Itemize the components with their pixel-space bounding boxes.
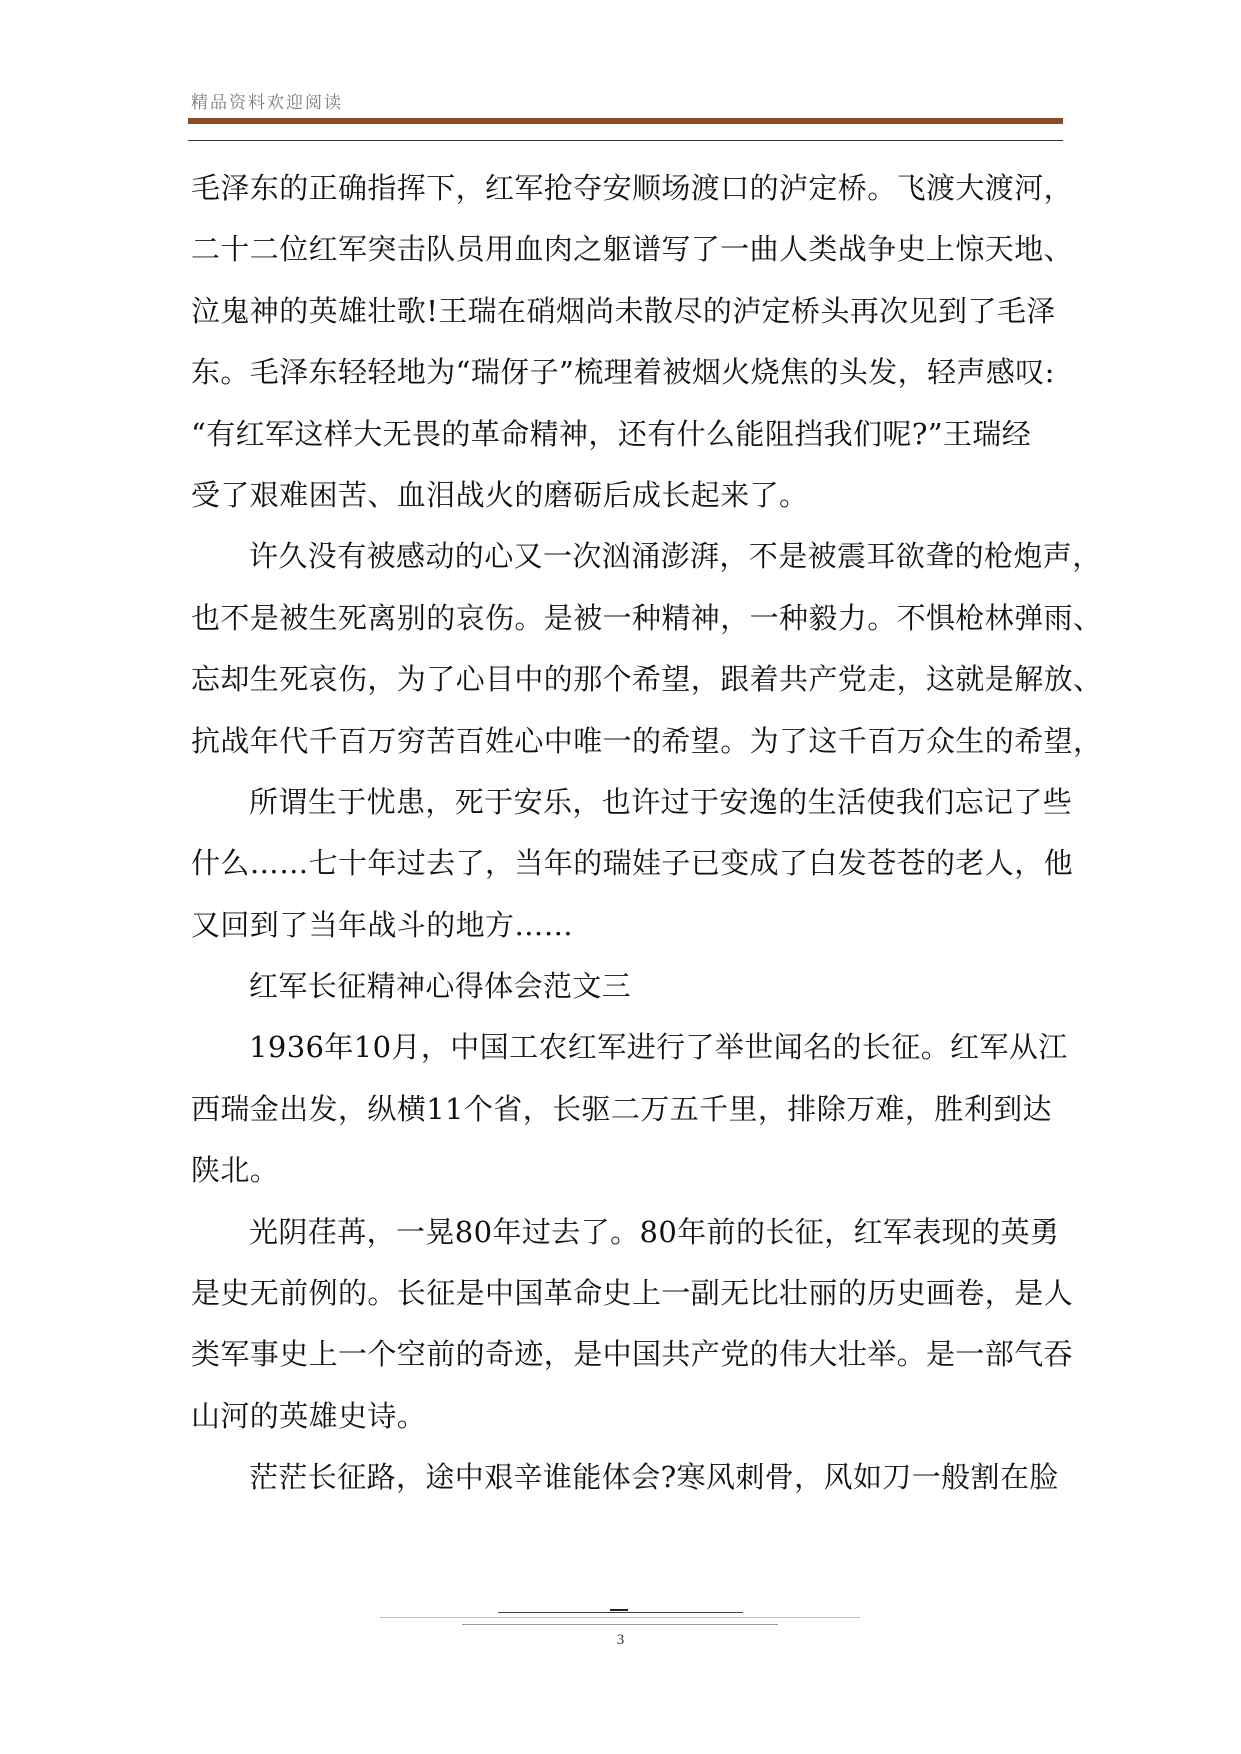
footer-rule <box>498 1612 743 1613</box>
text-line: 山河的英雄史诗。 <box>191 1398 427 1433</box>
text-line: 什么……七十年过去了，当年的瑞娃子已变成了白发苍苍的老人，他 <box>191 846 1074 881</box>
text-line: “有红军这样大无畏的革命精神，还有什么能阻挡我们呢?”王瑞经 <box>191 416 1032 451</box>
text-line: 毛泽东的正确指挥下，红军抢夺安顺场渡口的泸定桥。飞渡大渡河， <box>191 171 1074 205</box>
paragraph-start-line: 许久没有被感动的心又一次汹涌澎湃，不是被震耳欲聋的枪炮声， <box>249 539 1102 574</box>
text-line: 类军事史上一个空前的奇迹，是中国共产党的伟大壮举。是一部气吞 <box>191 1337 1074 1372</box>
text-line: 受了艰难困苦、血泪战火的磨砺后成长起来了。 <box>191 477 809 512</box>
header-rule-thin <box>188 140 1063 141</box>
footer-mark <box>610 1609 628 1611</box>
text-line: 抗战年代千百万穷苦百姓心中唯一的希望。为了这千百万众生的希望， <box>191 723 1103 758</box>
text-line: 二十二位红军突击队员用血肉之躯谱写了一曲人类战争史上惊天地、 <box>191 232 1074 267</box>
page-number: 3 <box>616 1632 625 1648</box>
document-body <box>191 158 1103 1509</box>
footer-rule <box>462 1624 778 1625</box>
text-line: 是史无前例的。长征是中国革命史上一副无比壮丽的历史画卷，是人 <box>191 1276 1074 1311</box>
text-line: 西瑞金出发，纵横11个省，长驱二万五千里，排除万难，胜利到达 <box>191 1091 1052 1126</box>
text-line: 东。毛泽东轻轻地为“瑞伢子”梳理着被烟火烧焦的头发，轻声感叹: <box>191 355 1055 390</box>
section-heading: 红军长征精神心得体会范文三 <box>249 969 632 1004</box>
paragraph-start-line: 茫茫长征路，途中艰辛谁能体会?寒风刺骨，风如刀一般割在脸 <box>249 1460 1059 1495</box>
footer-rule <box>380 1617 860 1618</box>
page-header-text: 精品资料欢迎阅读 <box>191 93 343 113</box>
text-line: 陕北。 <box>191 1153 280 1188</box>
paragraph-start-line: 光阴荏苒，一晃80年过去了。80年前的长征，红军表现的英勇 <box>249 1214 1060 1249</box>
text-line: 忘却生死哀伤，为了心目中的那个希望，跟着共产党走，这就是解放、 <box>191 662 1103 697</box>
paragraph-start-line: 1936年10月，中国工农红军进行了举世闻名的长征。红军从江 <box>249 1030 1068 1065</box>
text-line: 也不是被生死离别的哀伤。是被一种精神，一种毅力。不惧枪林弹雨、 <box>191 600 1103 635</box>
text-line: 泣鬼神的英雄壮歌!王瑞在硝烟尚未散尽的泸定桥头再次见到了毛泽 <box>191 293 1056 328</box>
header-rule-thick <box>188 118 1063 124</box>
text-line: 又回到了当年战斗的地方…… <box>191 907 574 942</box>
paragraph-start-line: 所谓生于忧患，死于安乐，也许过于安逸的生活使我们忘记了些 <box>249 784 1073 819</box>
